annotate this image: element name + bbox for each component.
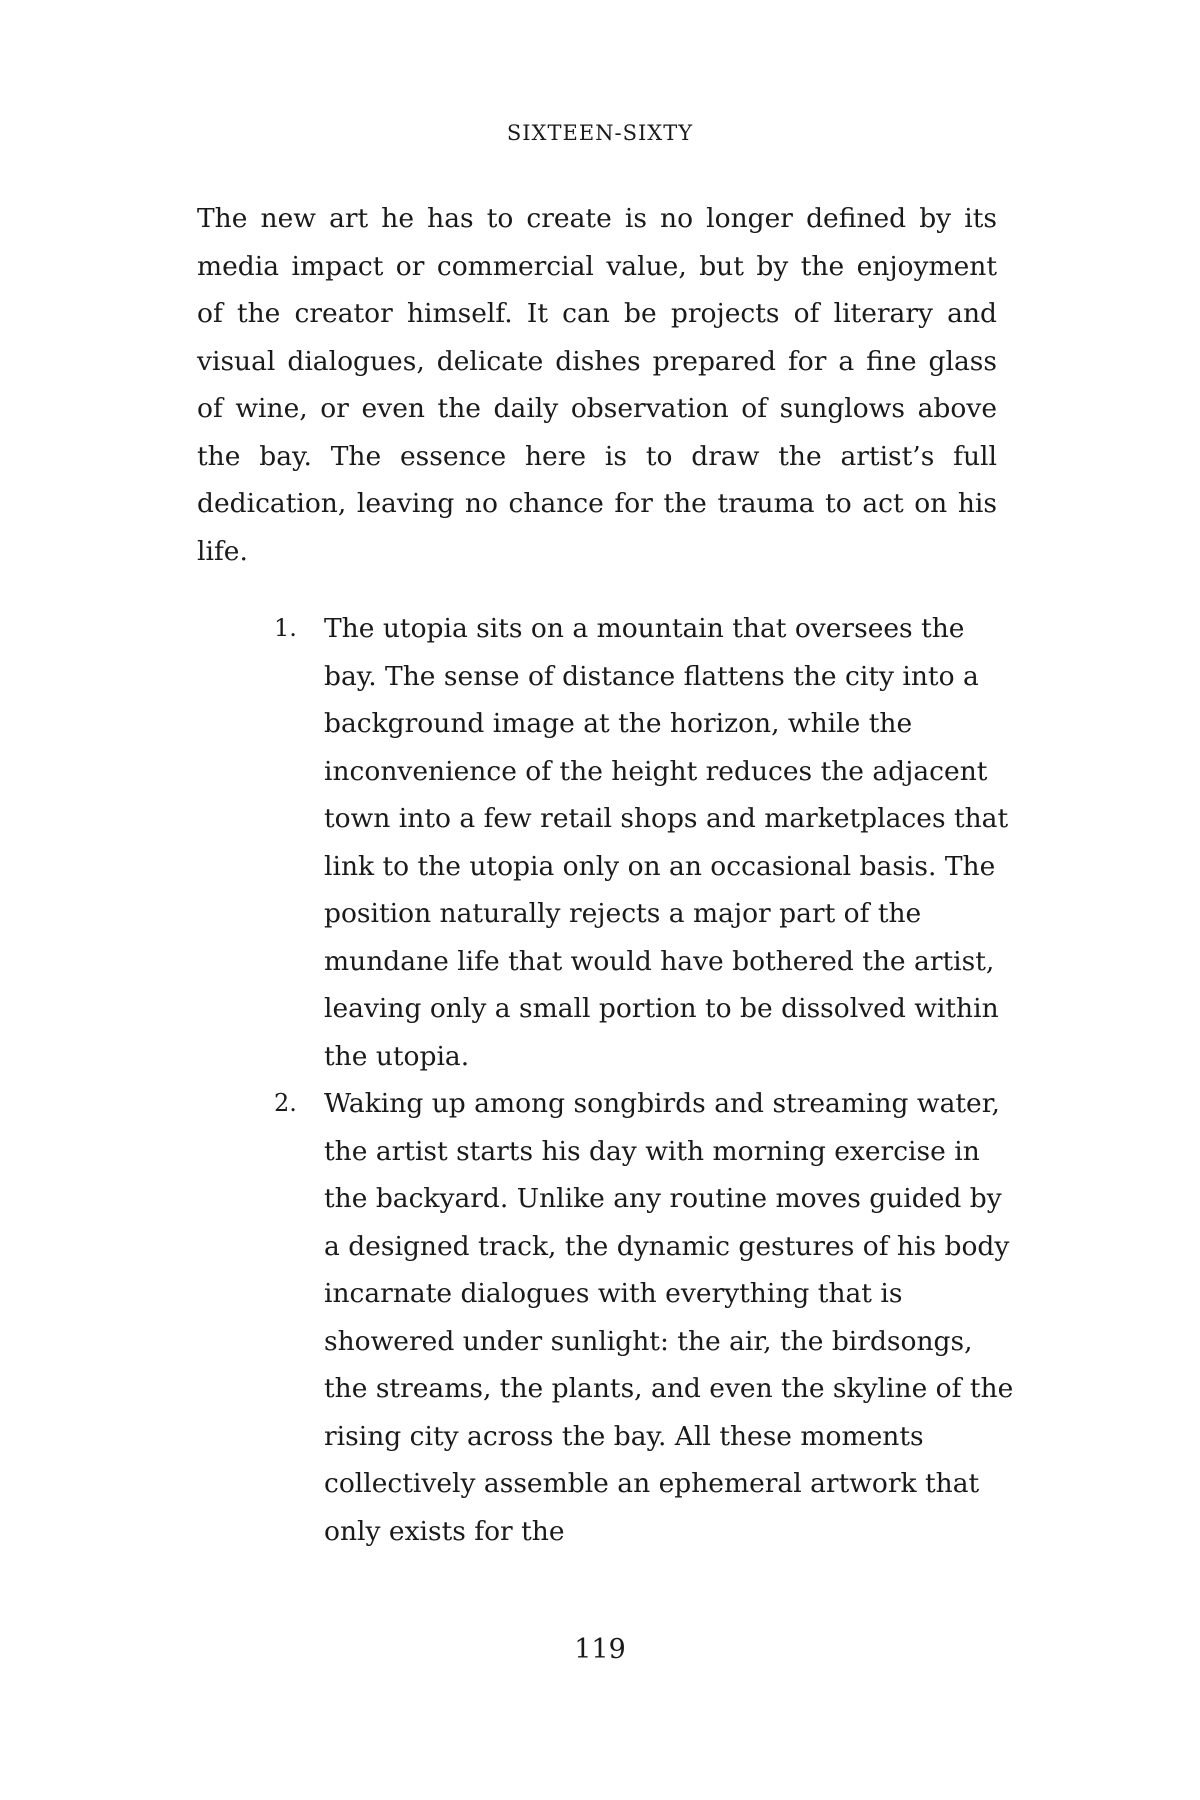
list-item-text: The utopia sits on a mountain that oversees the bay. The sense of distance flattens the city into a background image at the horizon, while the inconvenience of the height reduces the adjacent town into a few retail shops and marketplaces that link to the utopia only on an occasional basis. The position naturally rejects a major part of the mundane life that would have bothered the artist, leaving only a small portion to be dissolved within the utopia. <box>324 613 1009 1072</box>
page-number: 119 <box>574 1634 626 1665</box>
list-item-number: 1. <box>274 614 297 642</box>
running-head: SIXTEEN-SIXTY <box>506 121 694 145</box>
list-item-text: Waking up among songbirds and streaming water, the artist starts his day with morning exercise in the backyard. Unlike any routine moves guided by a designed track, the dynamic gestures of his body incarnate dialogues with everything that is showered under sunlight: the air, the birdsongs, the streams, the plants, and even the skyline of the rising city across the bay. All these moments collectively assemble an ephemeral artwork that only exists for the <box>324 1088 1014 1547</box>
intro-paragraph: The new art he has to create is no longer defined by its media impact or commercial value, but by the enjoyment of the creator himself. It can be projects of literary and visual dialogues, delicate dishes prepared for a fine glass of wine, or even the daily observation of sunglows above the bay. The essence here is to draw the artist’s full dedication, leaving no chance for the trauma to act on his life. <box>197 203 997 567</box>
numbered-list <box>274 605 1014 1555</box>
list-item-number: 2. <box>274 1089 297 1117</box>
list-item <box>274 1080 1014 1555</box>
list-item <box>274 605 1014 1080</box>
